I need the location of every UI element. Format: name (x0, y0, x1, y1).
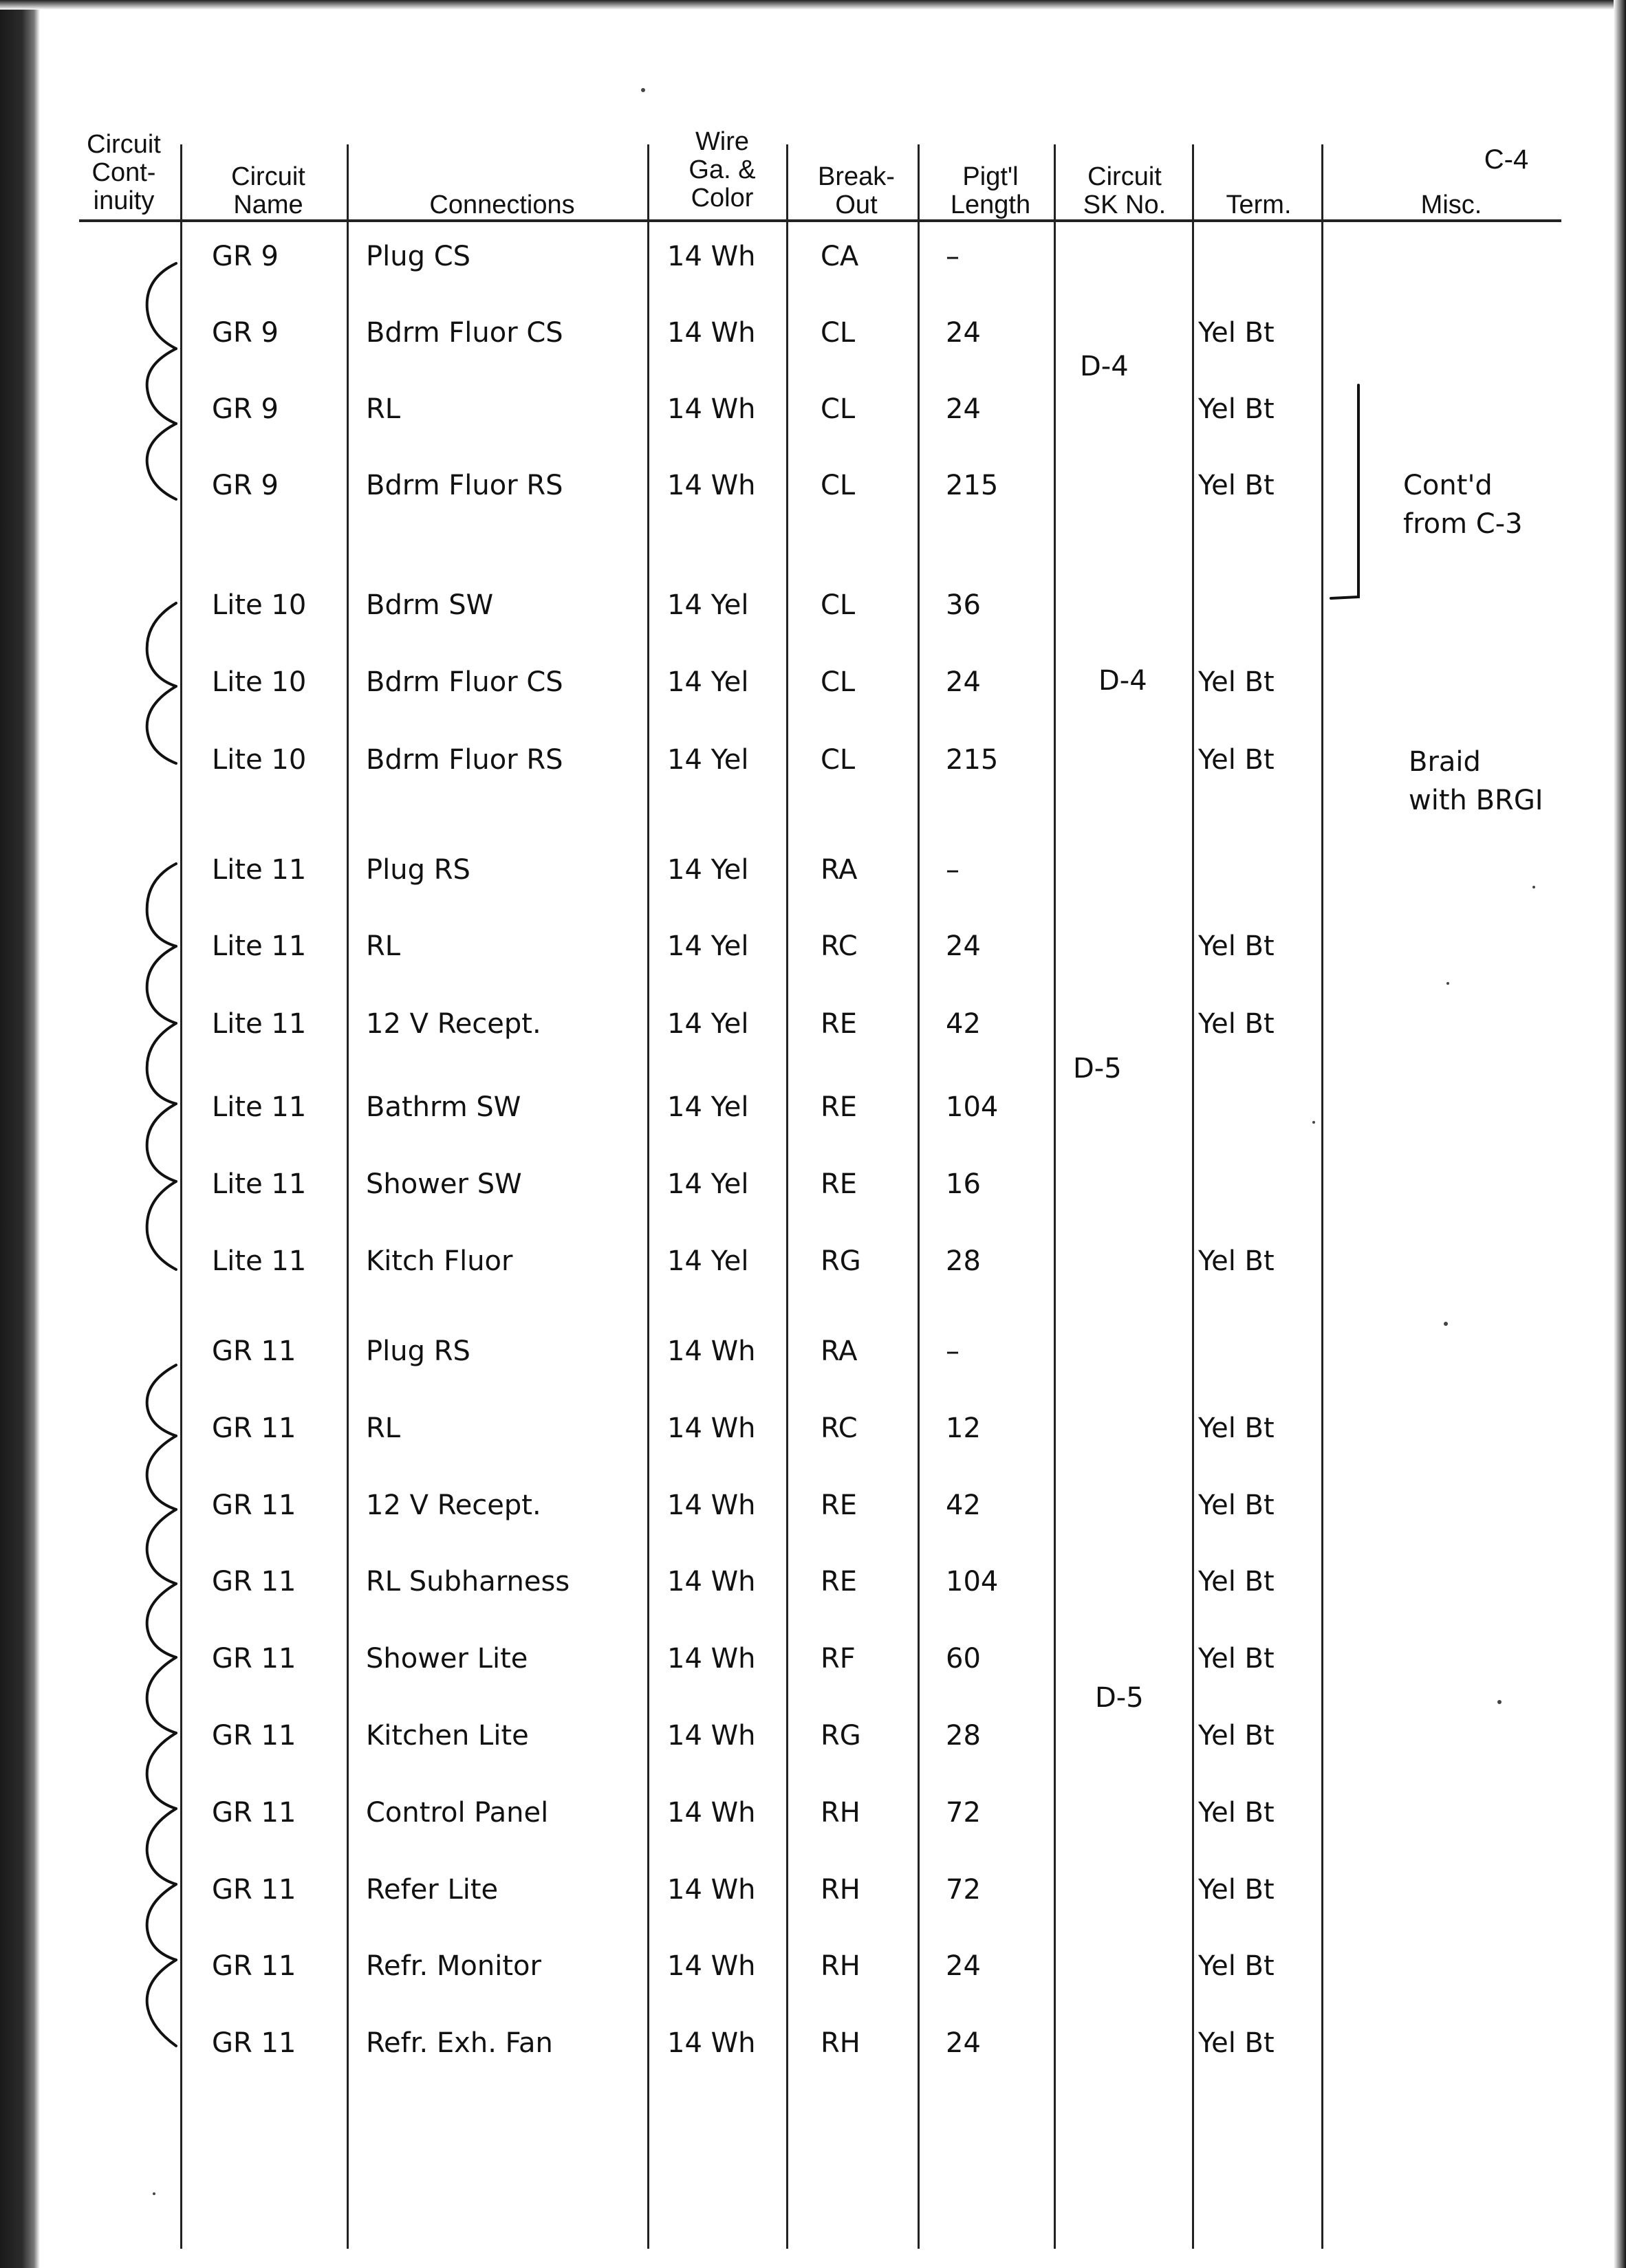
pigtail-length: 24 (946, 317, 981, 349)
pigtail-length: 24 (946, 1950, 981, 1982)
connection: Bdrm Fluor RS (366, 744, 563, 776)
connection: Refer Lite (366, 1874, 499, 1906)
connection: 12 V Recept. (366, 1490, 541, 1521)
header-term: Term. (1226, 190, 1292, 219)
continuity-brace (147, 1104, 176, 1181)
pigtail-length: 42 (946, 1008, 981, 1040)
breakout: RC (821, 930, 858, 962)
circuit-name: Lite 11 (212, 1008, 307, 1040)
circuit-name: Lite 11 (212, 854, 307, 886)
terminal: Yel Bt (1198, 1950, 1275, 1982)
continuity-brace (147, 864, 176, 946)
wire-gauge-color: 14 Yel (667, 930, 749, 962)
circuit-name: GR 11 (212, 2027, 296, 2059)
circuit-name: GR 11 (212, 1335, 296, 1367)
continuity-brace (147, 1181, 176, 1269)
connection: Shower SW (366, 1168, 522, 1200)
connection: Shower Lite (366, 1643, 528, 1675)
circuit-name: Lite 10 (212, 589, 307, 621)
wire-gauge-color: 14 Wh (667, 1335, 756, 1367)
wire-gauge-color: 14 Wh (667, 2027, 756, 2059)
terminal: Yel Bt (1198, 1720, 1275, 1752)
circuit-name: GR 9 (212, 393, 279, 425)
wire-gauge-color: 14 Wh (667, 1720, 756, 1752)
continuity-brace (147, 349, 176, 424)
wire-gauge-color: 14 Wh (667, 1413, 756, 1444)
wire-gauge-color: 14 Yel (667, 1091, 749, 1123)
circuit-name: Lite 10 (212, 666, 307, 698)
continuity-brace (147, 424, 176, 499)
circuit-name: GR 11 (212, 1413, 296, 1444)
connection: RL Subharness (366, 1566, 570, 1598)
connection: Bdrm Fluor CS (366, 317, 563, 349)
breakout: RA (821, 1335, 858, 1367)
pigtail-length: 24 (946, 393, 981, 425)
breakout: RE (821, 1091, 858, 1123)
wire-gauge-color: 14 Yel (667, 1168, 749, 1200)
header-wire-gauge-color: Wire Ga. & Color (689, 127, 756, 212)
breakout: RE (821, 1566, 858, 1598)
connection: Bdrm Fluor RS (366, 470, 563, 501)
connection: Kitchen Lite (366, 1720, 529, 1752)
connection: Plug RS (366, 854, 470, 886)
terminal: Yel Bt (1198, 1245, 1275, 1277)
connection: 12 V Recept. (366, 1008, 541, 1040)
terminal: Yel Bt (1198, 470, 1275, 501)
circuit-name: GR 11 (212, 1490, 296, 1521)
breakout: CL (821, 744, 856, 776)
pigtail-length: 215 (946, 470, 999, 501)
header-connections: Connections (429, 190, 575, 219)
pigtail-length: 28 (946, 1720, 981, 1752)
breakout: CA (821, 241, 859, 272)
circuit-name: GR 9 (212, 470, 279, 501)
continuity-brace (147, 1733, 176, 1809)
connection: Plug CS (366, 241, 471, 272)
connection: Bdrm SW (366, 589, 494, 621)
pigtail-length: 104 (946, 1566, 999, 1598)
circuit-sk-number: D-5 (1095, 1682, 1144, 1714)
circuit-name: GR 9 (212, 241, 279, 272)
wire-gauge-color: 14 Wh (667, 1950, 756, 1982)
breakout: RH (821, 1950, 860, 1982)
header-misc: Misc. (1420, 190, 1482, 219)
misc-bracket (1331, 385, 1358, 598)
circuit-name: GR 11 (212, 1950, 296, 1982)
continuity-brace (147, 1657, 176, 1733)
wire-gauge-color: 14 Wh (667, 393, 756, 425)
breakout: RH (821, 1797, 860, 1829)
circuit-name: Lite 11 (212, 1168, 307, 1200)
header-circuit-continuity: Circuit Cont- inuity (87, 130, 161, 215)
connection: RL (366, 393, 401, 425)
wire-gauge-color: 14 Wh (667, 1874, 756, 1906)
pigtail-length: 24 (946, 666, 981, 698)
misc-note: Cont'd from C-3 (1403, 470, 1523, 540)
header-circuit-name: Circuit Name (231, 162, 305, 219)
terminal: Yel Bt (1198, 666, 1275, 698)
wire-gauge-color: 14 Wh (667, 1566, 756, 1598)
continuity-brace (147, 1809, 176, 1884)
pigtail-length: 104 (946, 1091, 999, 1123)
wire-gauge-color: 14 Yel (667, 1008, 749, 1040)
circuit-name: Lite 10 (212, 744, 307, 776)
continuity-brace (147, 1584, 176, 1657)
terminal: Yel Bt (1198, 1874, 1275, 1906)
continuity-brace (147, 946, 176, 1023)
pigtail-length: 60 (946, 1643, 981, 1675)
pigtail-length: 215 (946, 744, 999, 776)
breakout: RH (821, 1874, 860, 1906)
continuity-brace (147, 1509, 176, 1584)
circuit-name: GR 11 (212, 1720, 296, 1752)
wire-gauge-color: 14 Wh (667, 470, 756, 501)
breakout: CL (821, 666, 856, 698)
pigtail-length: 12 (946, 1413, 981, 1444)
page-reference: C-4 (1484, 144, 1529, 175)
breakout: RE (821, 1008, 858, 1040)
wire-gauge-color: 14 Yel (667, 854, 749, 886)
header-pigtail-length: Pigt'l Length (950, 162, 1031, 219)
terminal: Yel Bt (1198, 317, 1275, 349)
connection: Bathrm SW (366, 1091, 521, 1123)
wire-gauge-color: 14 Wh (667, 1643, 756, 1675)
header-circuit-sk-no: Circuit SK No. (1083, 162, 1167, 219)
terminal: Yel Bt (1198, 2027, 1275, 2059)
terminal: Yel Bt (1198, 1008, 1275, 1040)
connection: Control Panel (366, 1797, 549, 1829)
terminal: Yel Bt (1198, 1413, 1275, 1444)
wire-gauge-color: 14 Yel (667, 589, 749, 621)
wire-gauge-color: 14 Yel (667, 744, 749, 776)
connection: Refr. Monitor (366, 1950, 541, 1982)
terminal: Yel Bt (1198, 1797, 1275, 1829)
pigtail-length: – (946, 241, 960, 272)
breakout: RA (821, 854, 858, 886)
connection: Bdrm Fluor CS (366, 666, 563, 698)
terminal: Yel Bt (1198, 930, 1275, 962)
pigtail-length: – (946, 854, 960, 886)
circuit-sk-number: D-5 (1073, 1053, 1122, 1084)
pigtail-length: 72 (946, 1797, 981, 1829)
wire-gauge-color: 14 Wh (667, 241, 756, 272)
circuit-name: Lite 11 (212, 1091, 307, 1123)
pigtail-length: 72 (946, 1874, 981, 1906)
circuit-name: Lite 11 (212, 930, 307, 962)
breakout: CL (821, 589, 856, 621)
continuity-brace (147, 1023, 176, 1104)
breakout: RE (821, 1490, 858, 1521)
pigtail-length: 24 (946, 2027, 981, 2059)
breakout: CL (821, 470, 856, 501)
wire-gauge-color: 14 Wh (667, 317, 756, 349)
circuit-name: Lite 11 (212, 1245, 307, 1277)
terminal: Yel Bt (1198, 393, 1275, 425)
pigtail-length: – (946, 1335, 960, 1367)
circuit-sk-number: D-4 (1080, 351, 1129, 382)
circuit-name: GR 11 (212, 1874, 296, 1906)
connection: Refr. Exh. Fan (366, 2027, 553, 2059)
pigtail-length: 16 (946, 1168, 981, 1200)
breakout: RG (821, 1245, 861, 1277)
continuity-brace (147, 1884, 176, 1960)
wire-gauge-color: 14 Yel (667, 1245, 749, 1277)
terminal: Yel Bt (1198, 1566, 1275, 1598)
connection: Plug RS (366, 1335, 470, 1367)
circuit-name: GR 11 (212, 1643, 296, 1675)
pigtail-length: 24 (946, 930, 981, 962)
continuity-brace (147, 263, 176, 349)
breakout: RE (821, 1168, 858, 1200)
breakout: RH (821, 2027, 860, 2059)
wire-gauge-color: 14 Wh (667, 1797, 756, 1829)
continuity-brace (147, 1436, 176, 1509)
circuit-name: GR 11 (212, 1566, 296, 1598)
pigtail-length: 42 (946, 1490, 981, 1521)
connection: RL (366, 930, 401, 962)
circuit-sk-number: D-4 (1098, 665, 1147, 697)
continuity-brace (147, 603, 176, 686)
wire-gauge-color: 14 Wh (667, 1490, 756, 1521)
breakout: RF (821, 1643, 856, 1675)
wire-gauge-color: 14 Yel (667, 666, 749, 698)
circuit-name: GR 9 (212, 317, 279, 349)
continuity-brace (147, 686, 176, 763)
connection: Kitch Fluor (366, 1245, 513, 1277)
pigtail-length: 36 (946, 589, 981, 621)
continuity-brace (147, 1365, 176, 1436)
breakout: CL (821, 393, 856, 425)
circuit-name: GR 11 (212, 1797, 296, 1829)
header-breakout: Break- Out (818, 162, 895, 219)
misc-note: Braid with BRGI (1409, 746, 1543, 816)
terminal: Yel Bt (1198, 1490, 1275, 1521)
terminal: Yel Bt (1198, 744, 1275, 776)
breakout: RC (821, 1413, 858, 1444)
pigtail-length: 28 (946, 1245, 981, 1277)
terminal: Yel Bt (1198, 1643, 1275, 1675)
connection: RL (366, 1413, 401, 1444)
breakout: CL (821, 317, 856, 349)
continuity-brace (147, 1960, 176, 2046)
breakout: RG (821, 1720, 861, 1752)
